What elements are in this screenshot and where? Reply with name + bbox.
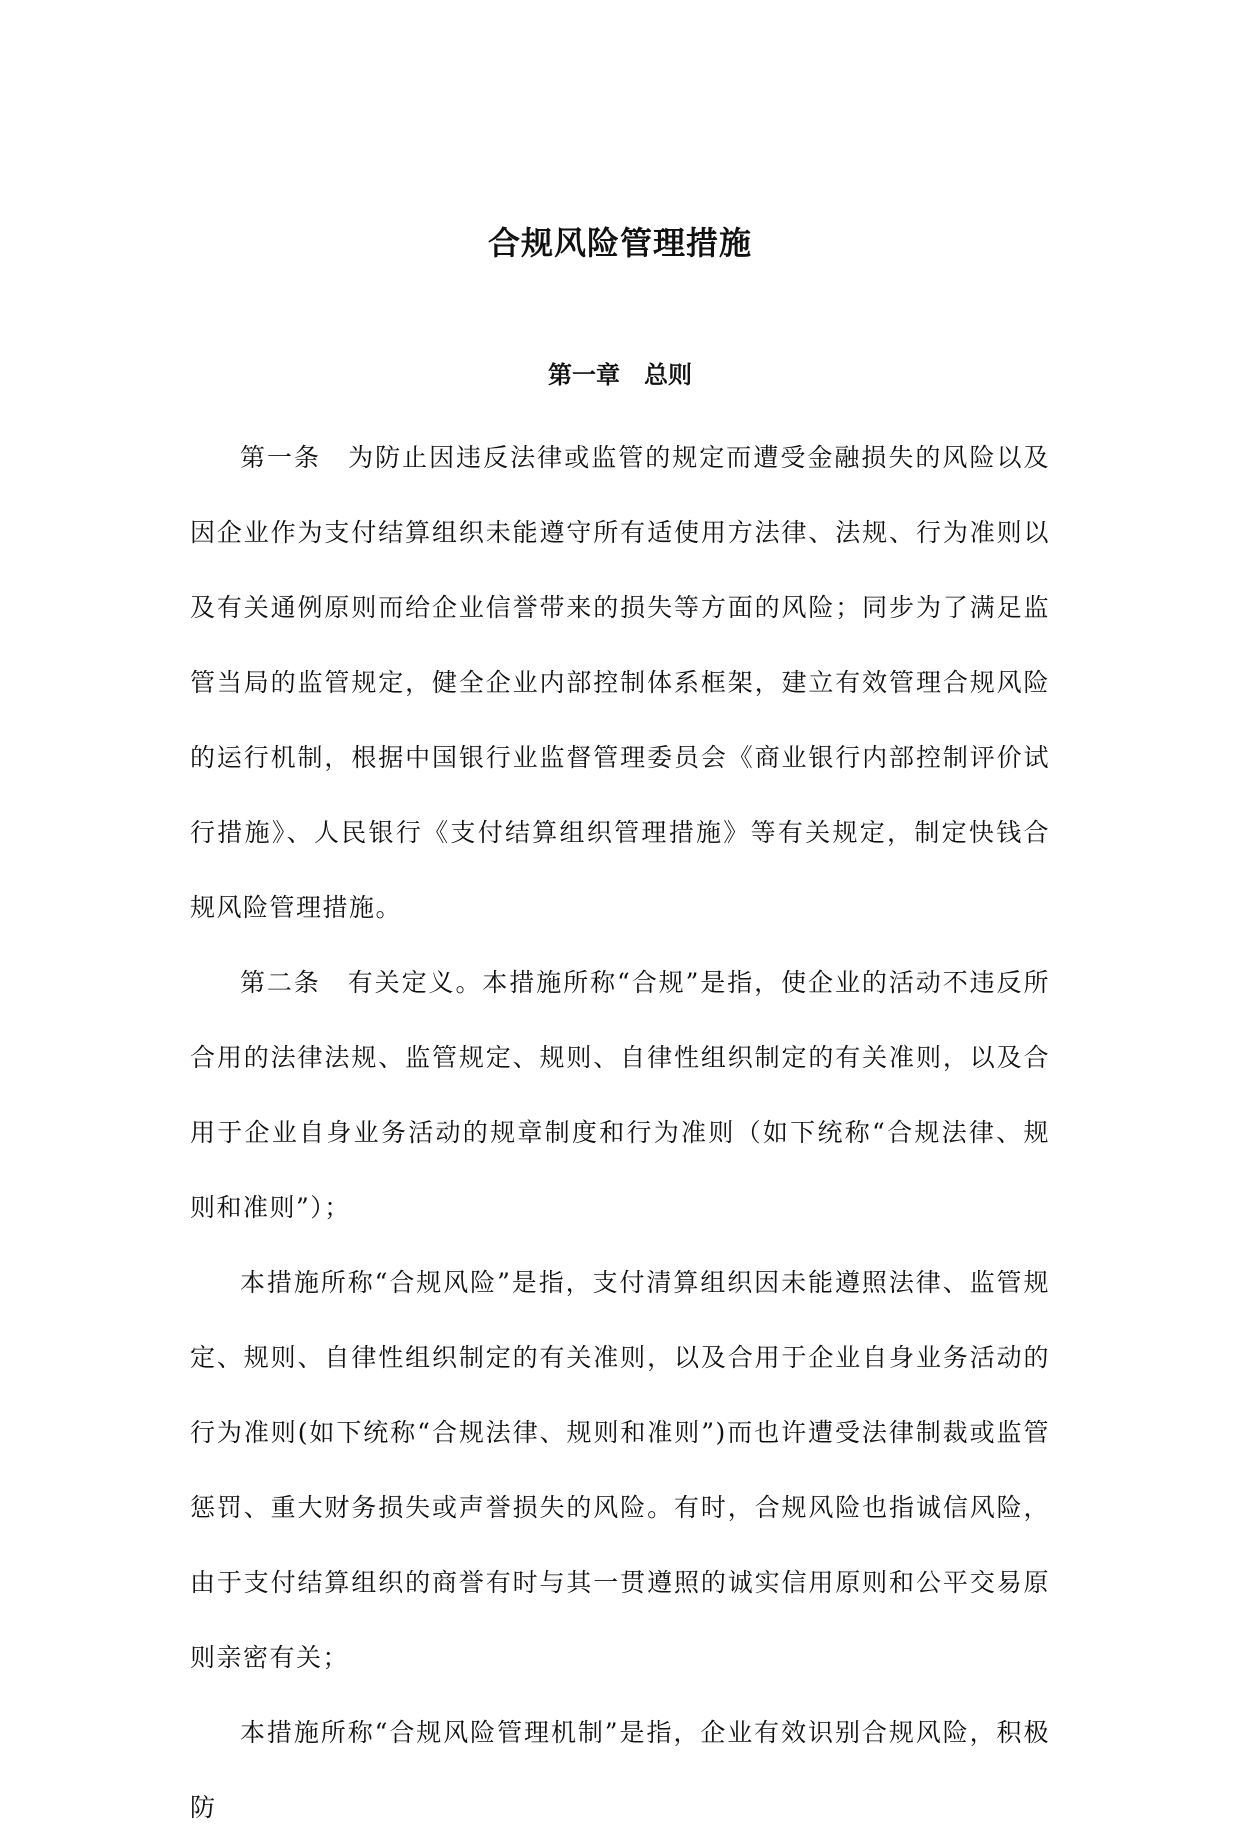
compliance-risk-definition-paragraph: 本措施所称“合规风险”是指，支付清算组织因未能遵照法律、监管规定、规则、自律性组织制定的有关准则，以及合用于企业自身业务活动的行为准则(如下统称“合规法律、规则和准则”)而也许遭受法律制裁或监管惩罚、重大财务损失或声誉损失的风险。有时，合规风险也指诚信风险，由于支付结算组织的商誉有时与其一贯遵照的诚实信用原则和公平交易原则亲密有关； — [190, 1268, 1050, 1672]
document-title: 合规风险管理措施 — [487, 224, 752, 262]
document-body — [190, 420, 1050, 1845]
chapter-heading: 第一章 总则 — [548, 361, 692, 389]
article-1-paragraph: 第一条 为防止因违反法律或监管的规定而遭受金融损失的风险以及因企业作为支付结算组织未能遵守所有适使用方法律、法规、行为准则以及有关通例原则而给企业信誉带来的损失等方面的风险；同步为了满足监管当局的监管规定，健全企业内部控制体系框架，建立有效管理合规风险的运行机制，根据中国银行业监督管理委员会《商业银行内部控制评价试行措施》、人民银行《支付结算组织管理措施》等有关规定，制定快钱合规风险管理措施。 — [190, 443, 1050, 922]
risk-mechanism-definition-paragraph: 本措施所称“合规风险管理机制”是指，企业有效识别合规风险，积极防 — [190, 1718, 1050, 1822]
article-2-paragraph: 第二条 有关定义。本措施所称“合规”是指，使企业的活动不违反所合用的法律法规、监管规定、规则、自律性组织制定的有关准则，以及合用于企业自身业务活动的规章制度和行为准则（如下统称“合规法律、规则和准则”）； — [190, 968, 1050, 1222]
